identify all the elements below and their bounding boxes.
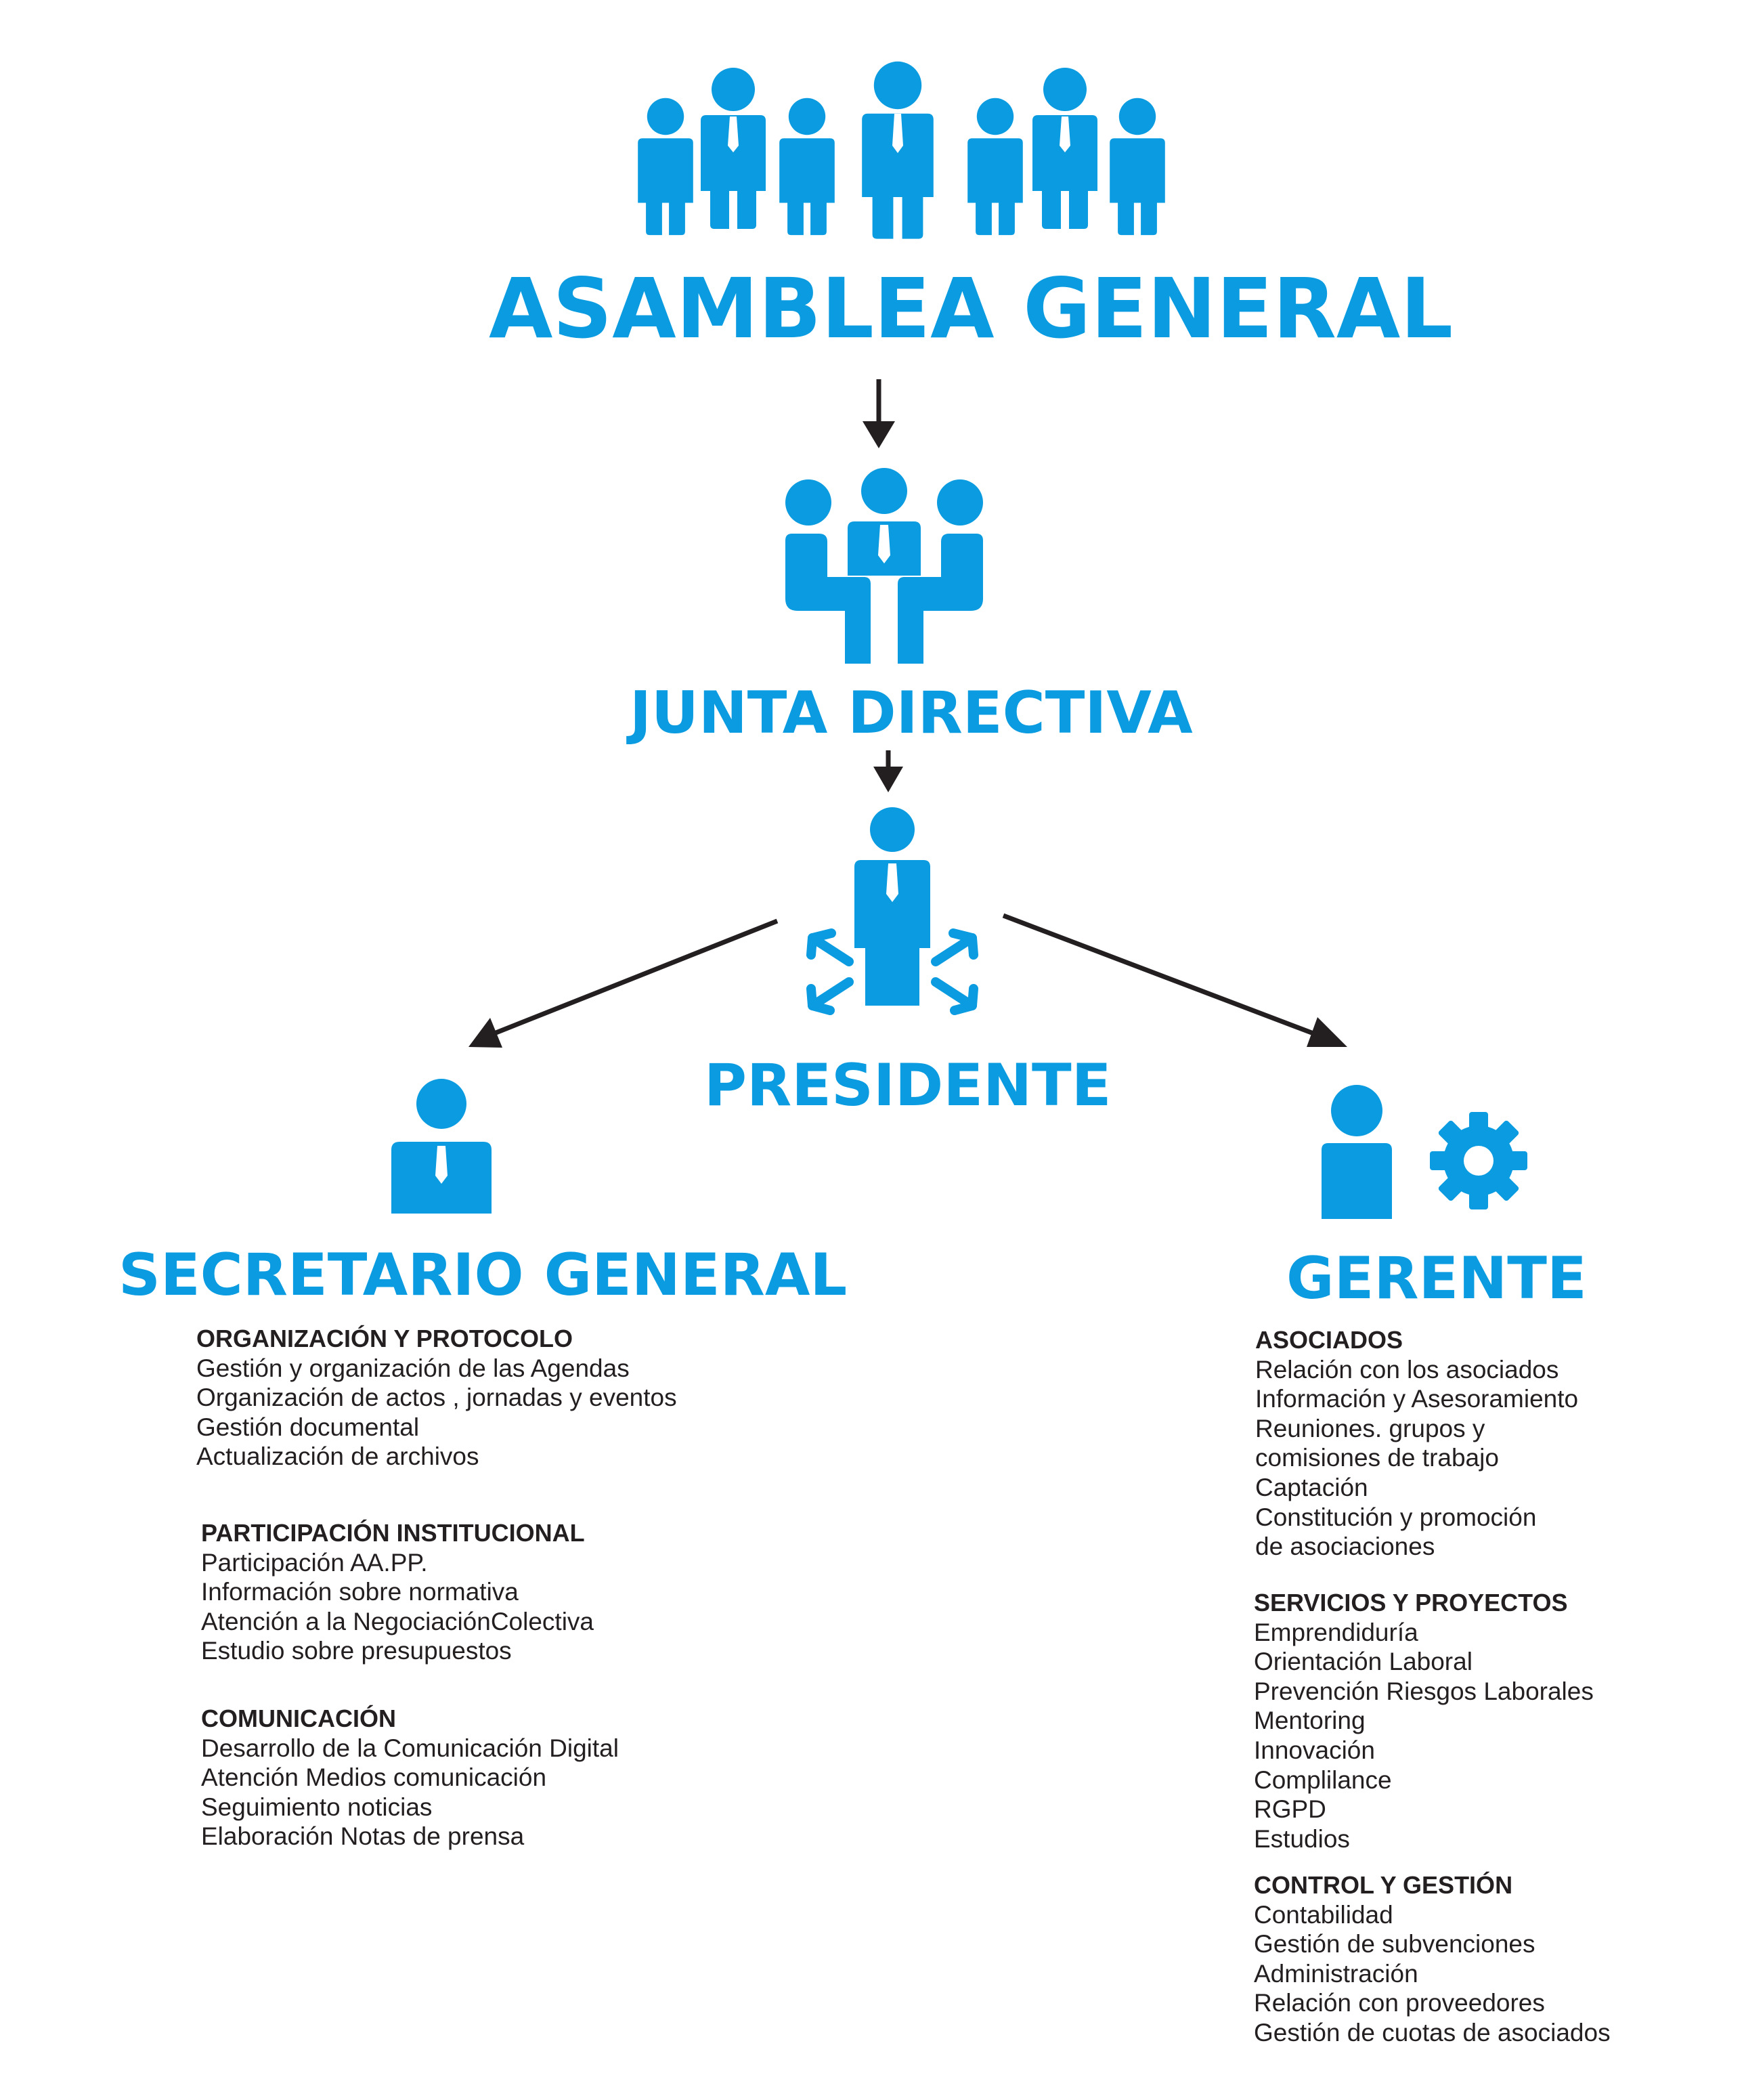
list-item: Atención a la NegociaciónColectiva (201, 1607, 594, 1635)
gerente-title: GERENTE (1286, 1245, 1587, 1312)
list-item: comisiones de trabajo (1255, 1444, 1499, 1472)
section-organizacion-protocolo (196, 1324, 677, 1472)
list-item: Complilance (1254, 1765, 1392, 1794)
section-title: ASOCIADOS (1255, 1326, 1403, 1354)
list-item: Gestión de subvenciones (1254, 1930, 1535, 1958)
list-item: Constitución y promoción (1255, 1503, 1537, 1531)
list-item: Captación (1255, 1473, 1368, 1501)
list-item: Gestión y organización de las Agendas (196, 1354, 630, 1382)
list-item: Organización de actos , jornadas y eventos (196, 1384, 677, 1412)
list-item: Participación AA.PP. (201, 1548, 428, 1577)
list-item: Contabilidad (1254, 1900, 1393, 1929)
list-item: Orientación Laboral (1254, 1648, 1473, 1676)
person-gear-icon (1322, 1085, 1527, 1219)
section-title: ORGANIZACIÓN Y PROTOCOLO (196, 1325, 573, 1352)
list-item: Relación con proveedores (1254, 1989, 1545, 2017)
section-title: COMUNICACIÓN (201, 1705, 396, 1732)
secretario-general-title: SECRETARIO GENERAL (118, 1241, 848, 1309)
section-servicios-proyectos (1254, 1588, 1594, 1853)
list-item: Desarrollo de la Comunicación Digital (201, 1734, 619, 1762)
list-item: Estudios (1254, 1824, 1350, 1853)
arrow-presidente-secretario (468, 921, 777, 1048)
section-title: SERVICIOS Y PROYECTOS (1254, 1589, 1568, 1616)
presidente-title: PRESIDENTE (704, 1052, 1112, 1119)
list-item: Información sobre normativa (201, 1578, 519, 1606)
arrow-junta-presidente (873, 750, 903, 792)
list-item: Información y Asesoramiento (1255, 1385, 1579, 1413)
arrow-asamblea-junta (863, 379, 895, 448)
list-item: Atención Medios comunicación (201, 1763, 547, 1792)
leader-arrows-icon (811, 807, 974, 1010)
section-asociados (1255, 1325, 1578, 1562)
list-item: Relación con los asociados (1255, 1355, 1559, 1384)
list-item: Reuniones. grupos y (1255, 1414, 1485, 1442)
list-item: Actualización de archivos (196, 1442, 479, 1471)
list-item: Mentoring (1254, 1707, 1366, 1735)
section-participacion-institucional (201, 1518, 594, 1666)
list-item: Gestión documental (196, 1413, 420, 1441)
list-item: RGPD (1254, 1795, 1326, 1824)
list-item: Prevención Riesgos Laborales (1254, 1677, 1594, 1705)
crowd-icon (638, 62, 1165, 239)
list-item: Estudio sobre presupuestos (201, 1637, 512, 1665)
list-item: de asociaciones (1255, 1533, 1435, 1561)
list-item: Seguimiento noticias (201, 1793, 433, 1821)
section-control-gestion (1254, 1870, 1611, 2048)
list-item: Innovación (1254, 1736, 1375, 1764)
list-item: Gestión de cuotas de asociados (1254, 2018, 1611, 2047)
junta-directiva-title: JUNTA DIRECTIVA (630, 679, 1193, 747)
asamblea-general-title: ASAMBLEA GENERAL (489, 261, 1454, 357)
section-comunicacion (201, 1704, 619, 1851)
person-icon (391, 1079, 492, 1214)
list-item: Administración (1254, 1959, 1418, 1988)
section-title: PARTICIPACIÓN INSTITUCIONAL (201, 1519, 585, 1547)
section-title: CONTROL Y GESTIÓN (1254, 1871, 1513, 1899)
list-item: Elaboración Notas de prensa (201, 1822, 525, 1851)
meeting-icon (785, 468, 983, 664)
arrow-presidente-gerente (1003, 916, 1347, 1047)
list-item: Emprendiduría (1254, 1618, 1418, 1646)
